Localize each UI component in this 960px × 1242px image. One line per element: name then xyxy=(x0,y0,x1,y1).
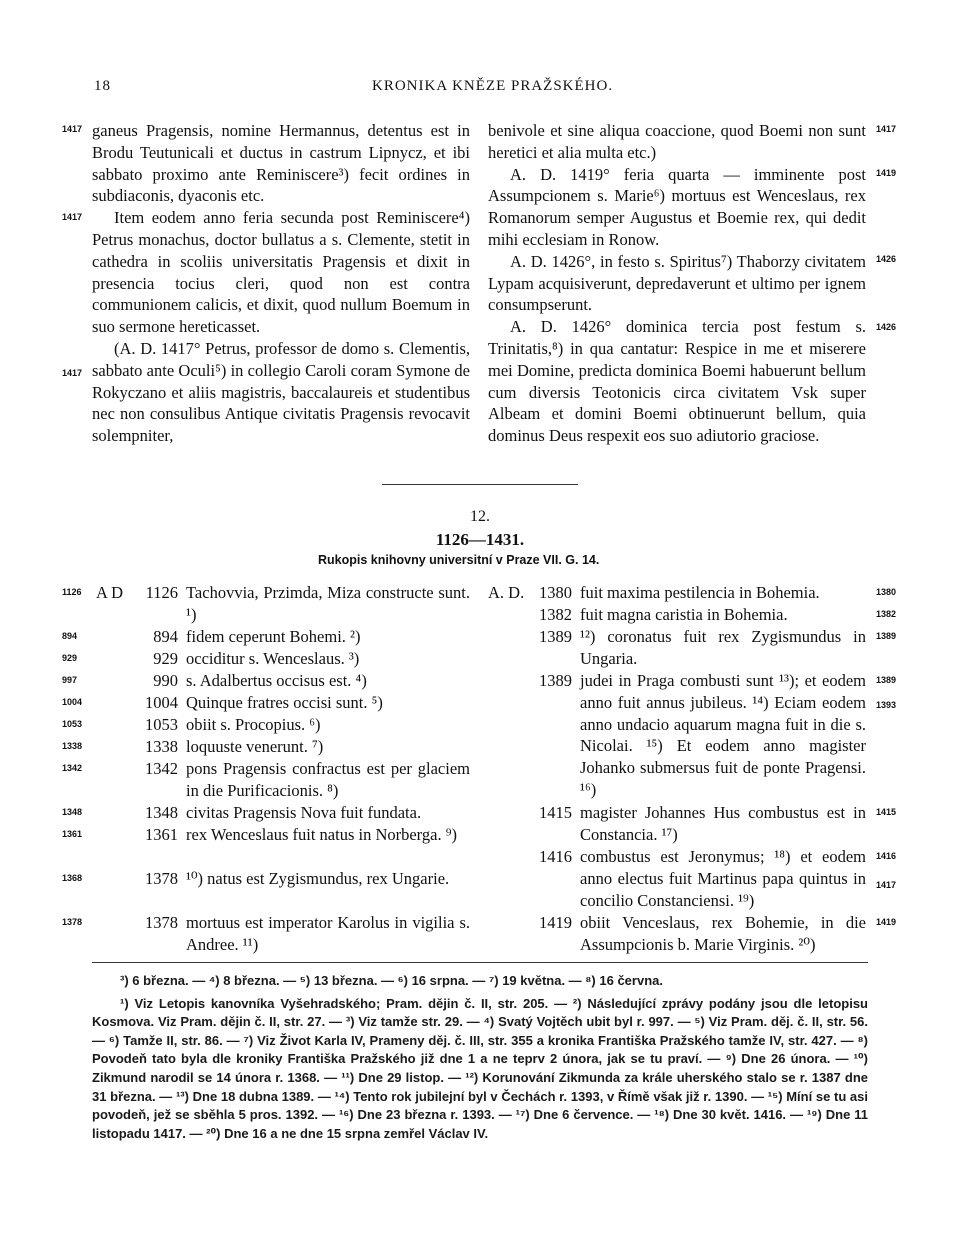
footnote-divider xyxy=(92,962,868,963)
annal-text: obiit s. Procopius. ⁶) xyxy=(186,715,321,734)
annal-text: rex Wenceslaus fuit natus in Norberga. ⁹) xyxy=(186,825,457,844)
annal-text: fidem ceperunt Bohemi. ²) xyxy=(186,627,361,646)
annal-margin-year: 1348 xyxy=(62,807,83,817)
annal-margin-year: 997 xyxy=(62,675,78,685)
annal-year: 1416 xyxy=(539,847,572,866)
annal-text: s. Adalbertus occisus est. ⁴) xyxy=(186,671,367,690)
annal-margin-year: 1419 xyxy=(876,917,897,927)
annal-margin-year: 1126 xyxy=(62,587,82,597)
margin-year: 1426 xyxy=(876,254,897,264)
annal-text: Quinque fratres occisi sunt. ⁵) xyxy=(186,693,383,712)
annal-margin-year: 1389 xyxy=(876,631,897,641)
annal-year: 1126 xyxy=(145,583,178,602)
annal-year: 1348 xyxy=(145,803,178,822)
annal-margin-year: 1415 xyxy=(876,807,897,817)
running-title: KRONIKA KNĚZE PRAŽSKÉHO. xyxy=(372,78,614,94)
footnotes xyxy=(92,972,868,1143)
annal-text: Tachovvia, Przimda, Miza constructe sunt. ¹) xyxy=(186,583,470,624)
annal-year: 1004 xyxy=(145,693,178,712)
annal-margin-year: 1380 xyxy=(876,587,897,597)
annal-margin-year: 929 xyxy=(62,653,78,663)
annal-text: fuit magna caristia in Bohemia. xyxy=(580,605,788,624)
margin-year: 1417 xyxy=(876,880,897,890)
annal-text: loquuste venerunt. ⁷) xyxy=(186,737,324,756)
annal-text: occiditur s. Wenceslaus. ³) xyxy=(186,649,360,668)
margin-year: 1417 xyxy=(62,368,83,378)
annal-text: judei in Praga combusti sunt ¹³); et eodem anno fuit annus jubileus. ¹⁴) Eciam eodem anno undacio aquarum magna fuit in die s. Nicolai. ¹⁵) Et eodem anno magister Johanko submersus fuit de ponte Pragensi. ¹⁶) xyxy=(580,671,866,799)
source-line: Rukopis knihovny universitní v Praze VII. G. 14. xyxy=(318,553,600,567)
paragraph: A. D. 1426°, in festo s. Spiritus⁷) Thaborzy civitatem Lypam acquisiverunt, depredaverunt et ultimo per ignem consumpserunt. xyxy=(488,251,866,315)
annal-year: 1415 xyxy=(539,803,572,822)
annal-margin-year: 1053 xyxy=(62,719,83,729)
annal-year: 990 xyxy=(153,671,178,690)
annal-year: 929 xyxy=(153,649,178,668)
annal-margin-year: 894 xyxy=(62,631,78,641)
annal-year: 1382 xyxy=(539,605,572,624)
annal-text: fuit maxima pestilencia in Bohemia. xyxy=(580,583,820,602)
annal-year: 1389 xyxy=(539,627,572,646)
section-number: 12. xyxy=(470,508,490,525)
annal-margin-year: 1361 xyxy=(62,829,83,839)
annal-year: 1378 xyxy=(145,913,178,932)
annal-year: 1361 xyxy=(145,825,178,844)
top-right-column xyxy=(488,120,866,447)
margin-year: 1417 xyxy=(62,124,83,134)
top-left-column xyxy=(92,120,470,447)
annal-margin-year: 1368 xyxy=(62,873,83,883)
footnote-body: ¹) Viz Letopis kanovníka Vyšehradského; Pram. dějin č. II, str. 205. — ²) Následující zprávy podány jsou dle letopisu Kosmova. Viz Pram. dějin č. II, str. 27. — ³) Viz tamže str. 29. — ⁴) Svatý Vojtěch ubit byl r. 997. — ⁵) Viz Pram. děj. č. II, str. 56. — ⁶) Tamže II, str. 86. — ⁷) Viz Život Karla IV, Prameny děj. č. III, str. 355 a kronika Františka Pražského tamže IV, str. 427. — ⁸) Povodeň tato byla dle kroniky Františka Pražského již dne 1 a ne teprv 2 února, jak se tu praví. — ⁹) Dne 26 února. — ¹⁰) Zikmund narodil se 14 února r. 1368. — ¹¹) Dne 29 listop. — ¹²) Korunování Zikmunda za krále uherského stalo se r. 1387 dne 31 března. — ¹³) Dne 18 dubna 1389. — ¹⁴) Tento rok jubilejní byl v Čechách r. 1393, v Římě však již r. 1390. — ¹⁵) Míní se tu asi povodeň, jež se sběhla 5 pros. 1392. — ¹⁶) Dne 23 března r. 1393. — ¹⁷) Dne 6 července. — ¹⁸) Dne 30 květ. 1416. — ¹⁹) Dne 11 listopadu 1417. — ²⁰) Dne 16 a ne dne 15 srpna zemřel Václav IV. xyxy=(92,995,868,1141)
annal-year: 1342 xyxy=(145,759,178,778)
annal-margin-year: 1004 xyxy=(62,697,83,707)
annal-text: magister Johannes Hus combustus est in Constancia. ¹⁷) xyxy=(580,803,866,844)
annal-year: 1380 xyxy=(539,583,572,602)
annal-year: 1419 xyxy=(539,913,572,932)
divider xyxy=(382,484,578,485)
annal-prefix: A D xyxy=(96,583,124,602)
annal-text: ¹⁰) natus est Zygismundus, rex Ungarie. xyxy=(186,869,450,888)
annal-year: 1389 xyxy=(539,671,572,690)
annal-text: obiit Venceslaus, rex Bohemie, in die Assumpcionis b. Marie Virginis. ²⁰) xyxy=(580,913,866,954)
footnote-dates: ³) 6 března. — ⁴) 8 března. — ⁵) 13 března. — ⁶) 16 srpna. — ⁷) 19 května. — ⁸) 16 června. xyxy=(120,973,663,988)
annal-margin-year: 1389 xyxy=(876,675,897,685)
annal-text: ¹²) coronatus fuit rex Zygismundus in Ungaria. xyxy=(580,627,866,668)
margin-year: 1426 xyxy=(876,322,897,332)
annal-text: pons Pragensis confractus est per glaciem in die Purificacionis. ⁸) xyxy=(186,759,470,800)
annal-year: 894 xyxy=(153,627,178,646)
margin-year: 1417 xyxy=(62,212,83,222)
paragraph: (A. D. 1417° Petrus, professor de domo s. Clementis, sabbato ante Oculi⁵) in collegio Caroli coram Symone de Rokyczano et aliis magistris, baccalaureis et studentibus nec non consulibus Antique civitatis Pragensis revocavit solempniter, xyxy=(92,338,470,446)
annal-year: 1053 xyxy=(145,715,178,734)
page-number: 18 xyxy=(94,78,111,94)
paragraph: A. D. 1419° feria quarta — imminente post Assumpcionem s. Marie⁶) mortuus est Wenceslaus, rex Romanorum semper Augustus et Boemie rex, qui dedit mihi ecclesiam in Ronow. xyxy=(488,164,866,249)
annal-year: 1338 xyxy=(145,737,178,756)
annal-text: mortuus est imperator Karolus in vigilia s. Andree. ¹¹) xyxy=(186,913,470,954)
annal-text: combustus est Jeronymus; ¹⁸) et eodem anno electus fuit Martinus papa quintus in concilio Constanciensi. ¹⁹) xyxy=(580,847,866,910)
annal-prefix: A. D. xyxy=(488,583,525,602)
annal-margin-year: 1382 xyxy=(876,609,897,619)
paragraph: benivole et sine aliqua coaccione, quod Boemi non sunt heretici et alia multa etc.) xyxy=(488,121,866,162)
section-title: 1126—1431. xyxy=(435,530,525,549)
paragraph: ganeus Pragensis, nomine Hermannus, detentus est in Brodu Teutunicali et ductus in castrum Lipnycz, et ibi sabbato proximo ante Reminiscere³) fecit ordines in subdiaconis, dyaconis etc. xyxy=(92,121,470,206)
paragraph: A. D. 1426° dominica tercia post festum s. Trinitatis,⁸) in qua cantatur: Respice in me et miserere mei Domine, predicta dominica Boemi habuerunt bellum cum diversis Teotonicis circa civitatem Vsk super Albeam et domini Boemi obtinuerunt bellum, quia dominus Deus respexit eos suo adiutorio graciose. xyxy=(488,317,866,446)
annal-margin-year: 1416 xyxy=(876,851,897,861)
paragraph: Item eodem anno feria secunda post Reminiscere⁴) Petrus monachus, doctor bullatus a s. Clemente, stetit in cathedra in scoliis universitatis Pragensis et dixit in presencia tocius cleri, quod non est contra communionem calicis, et dixit, quod nullum Boemum in suo sermone hereticasset. xyxy=(92,208,470,337)
margin-year: 1393 xyxy=(876,700,897,710)
annal-margin-year: 1338 xyxy=(62,741,83,751)
annal-year: 1378 xyxy=(145,869,178,888)
annal-margin-year: 1378 xyxy=(62,917,83,927)
margin-year: 1417 xyxy=(876,124,897,134)
annal-text: civitas Pragensis Nova fuit fundata. xyxy=(186,803,422,822)
annal-margin-year: 1342 xyxy=(62,763,83,773)
margin-year: 1419 xyxy=(876,168,897,178)
